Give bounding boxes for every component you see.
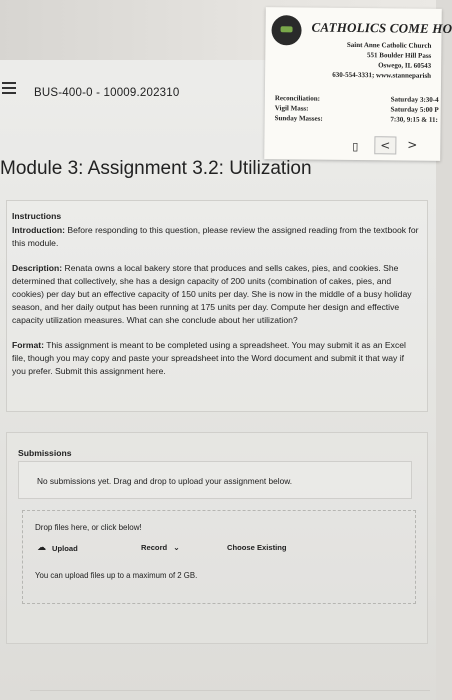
description-label: Description: [12, 263, 63, 273]
max-upload-text: You can upload files up to a maximum of 2 GB. [35, 571, 198, 580]
choose-existing-button[interactable]: Choose Existing [227, 543, 287, 552]
upload-label: Upload [52, 543, 78, 553]
bookmark-icon[interactable]: ▯ [352, 139, 359, 154]
introduction-label: Introduction: [12, 225, 65, 235]
church-address [332, 40, 431, 81]
submissions-empty-text: No submissions yet. Drag and drop to upload your assignment below. [37, 476, 293, 486]
church-schedule-times [390, 94, 439, 125]
upload-actions [37, 543, 417, 557]
record-label: Record [141, 543, 168, 552]
church-bulletin-card [264, 7, 452, 161]
description-paragraph [12, 262, 420, 327]
church-address-line: Oswego, IL 60543 [378, 61, 432, 70]
page-title: Module 3: Assignment 3.2: Utilization [0, 158, 312, 179]
schedule-time: 7:30, 9:15 & 11: [390, 115, 438, 124]
format-text: This assignment is meant to be completed using a spreadsheet. You may submit it as an Excel file, though you may copy and paste your spreadsheet into the Word document and submit it that way if you prefer. Submit this assignment here. [12, 340, 406, 376]
introduction-text: Before responding to this question, please review the assigned reading from the textbook for this module. [12, 225, 419, 248]
church-address-line: 630-554-3331; www.stanneparish [332, 70, 432, 80]
upload-icon: ☁ [37, 543, 46, 553]
church-schedule-labels [275, 93, 323, 124]
previous-button[interactable]: < [374, 136, 396, 154]
schedule-label: Sunday Masses: [274, 114, 323, 123]
chevron-down-icon: ⌄ [173, 543, 180, 552]
format-label: Format: [12, 340, 44, 350]
menu-icon[interactable] [2, 82, 16, 94]
dropzone-text: Drop files here, or click below! [35, 523, 142, 532]
schedule-time: Saturday 3:30-4 [390, 95, 439, 104]
record-button[interactable] [141, 543, 180, 552]
next-button[interactable]: > [407, 137, 418, 152]
format-paragraph [12, 339, 420, 378]
church-address-line: Saint Anne Catholic Church [346, 40, 432, 50]
introduction-paragraph [12, 224, 420, 250]
schedule-label: Vigil Mass: [274, 104, 309, 113]
instructions-heading: Instructions [12, 211, 62, 221]
divider [30, 690, 430, 691]
submissions-empty-box [18, 461, 412, 499]
instructions-content [12, 210, 420, 390]
upload-button[interactable] [37, 543, 78, 553]
file-dropzone[interactable] [22, 510, 416, 604]
schedule-label: Reconciliation: [274, 94, 320, 103]
schedule-time: Saturday 5:00 P [390, 105, 439, 114]
page-nav [374, 136, 422, 155]
church-logo [271, 15, 301, 45]
church-address-line: 551 Boulder Hill Pass [367, 51, 432, 60]
description-text: Renata owns a local bakery store that produces and sells cakes, pies, and cookies. She determined that collectively, she has a design capacity of 200 units (combination of cakes, pies, and cookies) per day but an effective capacity of 150 units per day. She is now in the middle of a busy holiday season, and her daily output has been running at 175 units per day. Compute her design and effective capacity utilization measures. What can she conclude about her utilization? [12, 263, 412, 325]
submissions-heading: Submissions [18, 448, 72, 458]
church-name: CATHOLICS COME HO [311, 19, 452, 37]
course-code[interactable]: BUS-400-0 - 10009.202310 [34, 87, 180, 99]
